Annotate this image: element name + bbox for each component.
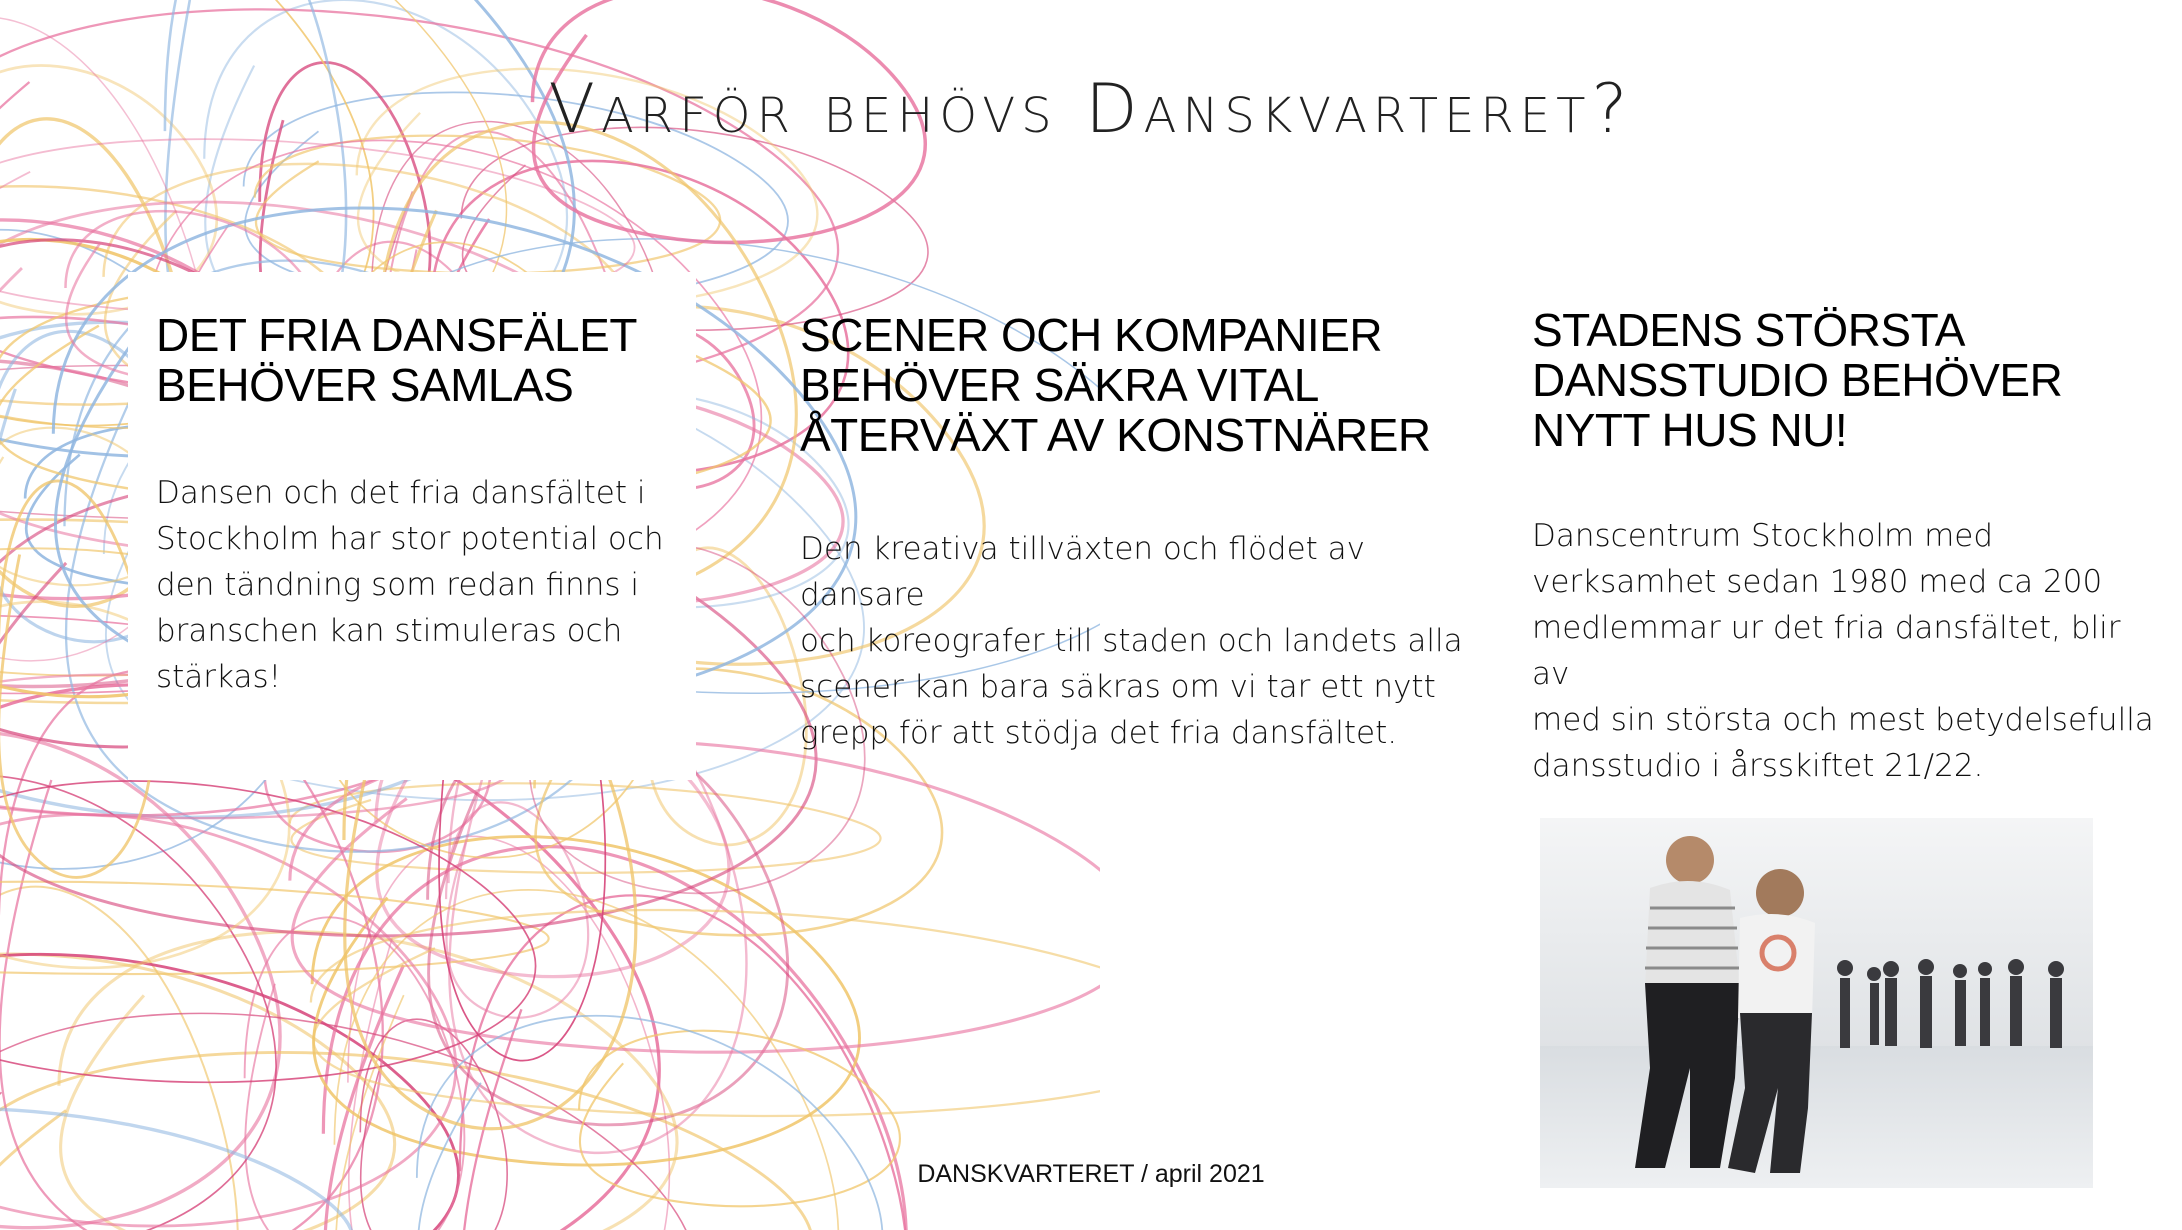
heading-line: NYTT HUS NU! bbox=[1532, 404, 1848, 456]
slide-title: Varför behövs Danskvarteret? bbox=[548, 70, 1634, 149]
body-line: scener kan bara säkras om vi tar ett nytt bbox=[800, 669, 1436, 705]
body-line: verksamhet sedan 1980 med ca 200 bbox=[1532, 564, 2103, 600]
slide-footer: DANSKVARTERET / april 2021 bbox=[917, 1160, 1265, 1188]
column-heading bbox=[1532, 305, 2162, 455]
heading-line: BEHÖVER SÄKRA VITAL bbox=[800, 359, 1319, 411]
heading-line: DANSSTUDIO BEHÖVER bbox=[1532, 354, 2063, 406]
column-body bbox=[1532, 513, 2162, 789]
heading-line: STADENS STÖRSTA bbox=[1532, 304, 1965, 356]
heading-line: ÅTERVÄXT AV KONSTNÄRER bbox=[800, 409, 1431, 461]
body-line: stärkas! bbox=[156, 659, 282, 695]
body-line: dansstudio i årsskiftet 21/22. bbox=[1532, 748, 1984, 784]
body-line: den tändning som redan finns i bbox=[156, 567, 640, 603]
column-aterväxt bbox=[800, 310, 1480, 756]
body-line: Dansen och det fria dansfältet i bbox=[156, 475, 646, 511]
dance-studio-photo bbox=[1540, 818, 2093, 1188]
scribble-stroke bbox=[311, 910, 1100, 1116]
column-body bbox=[800, 526, 1480, 756]
body-line: Danscentrum Stockholm med bbox=[1532, 518, 1994, 554]
body-line: medlemmar ur det fria dansfältet, blir av bbox=[1532, 610, 2121, 692]
body-line: grepp för att stödja det fria dansfältet. bbox=[800, 715, 1398, 751]
body-line: Stockholm har stor potential och bbox=[156, 521, 664, 557]
column-body bbox=[156, 470, 676, 700]
heading-line: SCENER OCH KOMPANIER bbox=[800, 309, 1383, 361]
heading-line: DET FRIA DANSFÄLET bbox=[156, 309, 637, 361]
body-line: med sin största och mest betydelsefulla bbox=[1532, 702, 2154, 738]
heading-line: BEHÖVER SAMLAS bbox=[156, 359, 574, 411]
column-heading bbox=[800, 310, 1480, 460]
column-samlas bbox=[156, 310, 676, 700]
body-line: Den kreativa tillväxten och flödet av dansare bbox=[800, 531, 1366, 613]
column-dansstudio bbox=[1532, 305, 2162, 789]
column-heading bbox=[156, 310, 676, 410]
body-line: branschen kan stimuleras och bbox=[156, 613, 623, 649]
body-line: och koreografer till staden och landets alla bbox=[800, 623, 1463, 659]
